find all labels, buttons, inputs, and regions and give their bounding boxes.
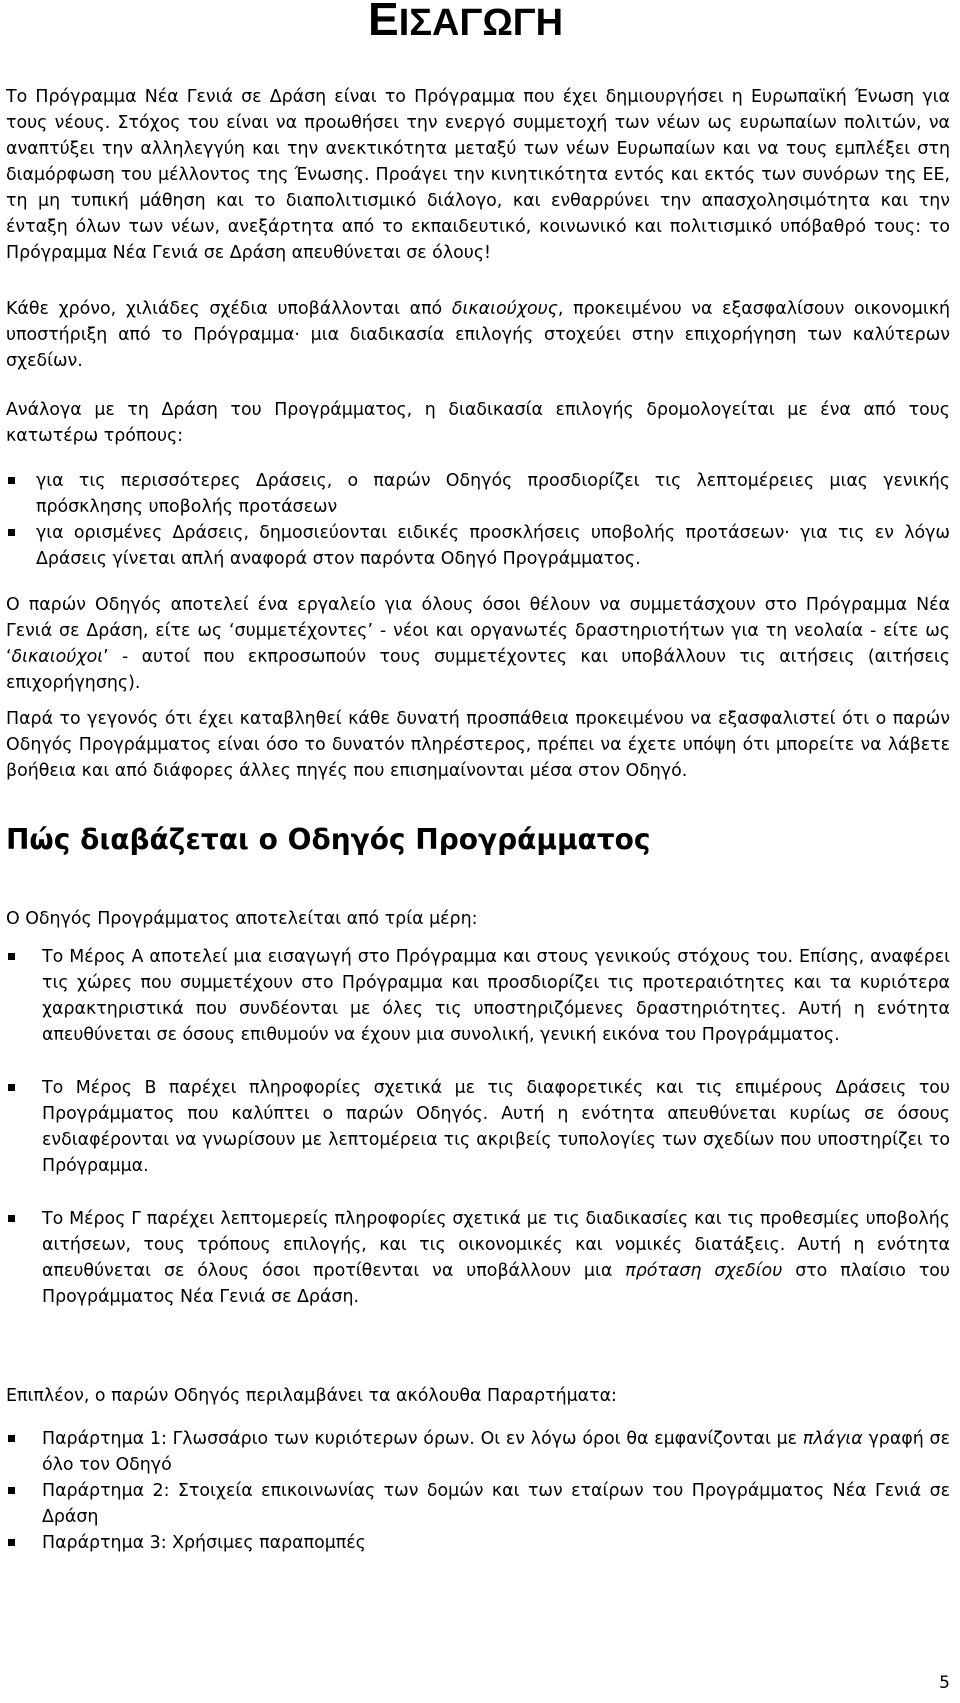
term-beneficiaries-2: δικαιούχοι xyxy=(11,647,104,667)
bullet-square-icon xyxy=(8,1487,15,1494)
bullet-square-icon xyxy=(8,1539,15,1546)
section-paragraph-1: Ο Οδηγός Προγράμματος αποτελείται από τρία μέρη: xyxy=(6,909,478,929)
bullet-square-icon xyxy=(8,1435,15,1442)
list-item: για ορισμένες Δράσεις, δημοσιεύονται ειδικές προσκλήσεις υποβολής προτάσεων· για τις εν λόγω Δράσεις γίνεται απλή αναφορά στον παρόντα Οδηγό Προγράμματος. xyxy=(6,520,950,572)
page-number: 5 xyxy=(939,1673,950,1693)
list-item: Το Μέρος Α αποτελεί μια εισαγωγή στο Πρόγραμμα και στους γενικούς στόχους του. Επίσης, αναφέρει τις χώρες που συμμετέχουν στο Πρόγραμμα και προσδιορίζει τις προτεραιότητες και τα κυριότερα χαρακτηριστικά που συνδέονται με όλες τις υποστηριζόμενες δραστηριότητες. Αυτή η ενότητα απευθύνεται σε όσους επιθυμούν να έχουν μια συνολική, γενική εικόνα του Προγράμματος. xyxy=(6,944,950,1048)
list-item: Το Μέρος Β παρέχει πληροφορίες σχετικά με τις διαφορετικές και τις επιμέρους Δράσεις του Προγράμματος που καλύπτει ο παρών Οδηγός. Αυτή η ενότητα απευθύνεται κυρίως σε όσους ενδιαφέρονται να γνωρίσουν με λεπτομέρεια τις ακριβείς τυπολογίες των σχεδίων που υποστηρίζει το Πρόγραμμα. xyxy=(6,1075,950,1179)
list-item: Παράρτημα 1: Γλωσσάριο των κυριότερων όρων. Οι εν λόγω όροι θα εμφανίζονται με πλάγια γραφή σε όλο τον Οδηγό xyxy=(6,1426,950,1478)
annexes-list xyxy=(6,1426,950,1556)
intro-paragraph-5: Παρά το γεγονός ότι έχει καταβληθεί κάθε δυνατή προσπάθεια προκειμένου να εξασφαλιστεί ότι ο παρών Οδηγός Προγράμματος είναι όσο το δυνατόν πληρέστερος, πρέπει να έχετε υπόψη ότι μπορείτε να λάβετε βοήθεια και από διάφορες άλλες πηγές που επισημαίνονται μέσα στον Οδηγό. xyxy=(6,709,950,781)
bullet-square-icon xyxy=(8,1084,15,1091)
section-paragraph-2: Επιπλέον, ο παρών Οδηγός περιλαμβάνει τα ακόλουθα Παραρτήματα: xyxy=(6,1386,617,1406)
intro-paragraph-4: Ο παρών Οδηγός αποτελεί ένα εργαλείο για όλους όσοι θέλουν να συμμετάσχουν στο Πρόγραμμα Νέα Γενιά σε Δράση, είτε ως ‘συμμετέχοντες’ - νέοι και οργανωτές δραστηριοτήτων για τη νεολαία - είτε ως ‘δικαιούχοι’ - αυτοί που εκπροσωπούν τους συμμετέχοντες και υποβάλλουν τις αιτήσεις (αιτήσεις επιχορήγησης). xyxy=(6,595,950,693)
guide-parts-list xyxy=(6,944,950,1310)
term-italic: πλάγια xyxy=(802,1429,863,1449)
list-item: για τις περισσότερες Δράσεις, ο παρών Οδηγός προσδιορίζει τις λεπτομέρειες μιας γενικής πρόσκλησης υποβολής προτάσεων xyxy=(6,468,950,520)
title-rest: ΙΣΑΓΩΓΗ xyxy=(398,2,564,44)
intro-paragraph-2: Κάθε χρόνο, χιλιάδες σχέδια υποβάλλονται από δικαιούχους, προκειμένου να εξασφαλίσουν οικονομική υποστήριξη από το Πρόγραμμα· μια διαδικασία επιλογής στοχεύει στην επιχορήγηση των καλύτερων σχεδίων. xyxy=(6,299,950,371)
list-item: Το Μέρος Γ παρέχει λεπτομερείς πληροφορίες σχετικά με τις διαδικασίες και τις προθεσμίες υποβολής αιτήσεων, τους τρόπους επιλογής, και τις οικονομικές και νομικές διατάξεις. Αυτή η ενότητα απευθύνεται σε όλους όσοι προτίθενται να υποβάλλουν μια πρόταση σχεδίου στο πλαίσιο του Προγράμματος Νέα Γενιά σε Δράση. xyxy=(6,1206,950,1310)
term-project-proposal: πρόταση σχεδίου xyxy=(625,1261,783,1281)
intro-paragraph-3: Ανάλογα με τη Δράση του Προγράμματος, η διαδικασία επιλογής δρομολογείται με ένα από τους κατωτέρω τρόπους: xyxy=(6,400,950,446)
section-heading: Πώς διαβάζεται ο Οδηγός Προγράμματος xyxy=(6,823,651,856)
page-title xyxy=(368,0,563,46)
intro-paragraph-1: Το Πρόγραμμα Νέα Γενιά σε Δράση είναι το Πρόγραμμα που έχει δημιουργήσει η Ευρωπαϊκή Ένωση για τους νέους. Στόχος του είναι να προωθήσει την ενεργό συμμετοχή των νέων ως ευρωπαίων πολιτών, να αναπτύξει την αλληλεγγύη και την ανεκτικότητα μεταξύ των νέων Ευρωπαίων και να τους εμπλέξει στη διαμόρφωση του μέλλοντος της Ένωσης. Προάγει την κινητικότητα εντός και εκτός των συνόρων της ΕΕ, τη μη τυπική μάθηση και το διαπολιτισμικό διάλογο, και ενθαρρύνει την απασχολησιμότητα και την ένταξη όλων των νέων, ανεξάρτητα από το εκπαιδευτικό, κοινωνικό και πολιτισμικό υπόβαθρό τους: το Πρόγραμμα Νέα Γενιά σε Δράση απευθύνεται σε όλους! xyxy=(6,87,950,263)
term-beneficiaries: δικαιούχους xyxy=(451,299,558,319)
bullet-square-icon xyxy=(8,1215,15,1222)
bullet-square-icon xyxy=(8,477,15,484)
bullet-square-icon xyxy=(8,953,15,960)
list-item: Παράρτημα 2: Στοιχεία επικοινωνίας των δομών και των εταίρων του Προγράμματος Νέα Γενιά σε Δράση xyxy=(6,1478,950,1530)
selection-methods-list xyxy=(6,468,950,572)
bullet-square-icon xyxy=(8,529,15,536)
title-initial: Ε xyxy=(368,0,399,45)
list-item: Παράρτημα 3: Χρήσιμες παραπομπές xyxy=(6,1530,950,1556)
